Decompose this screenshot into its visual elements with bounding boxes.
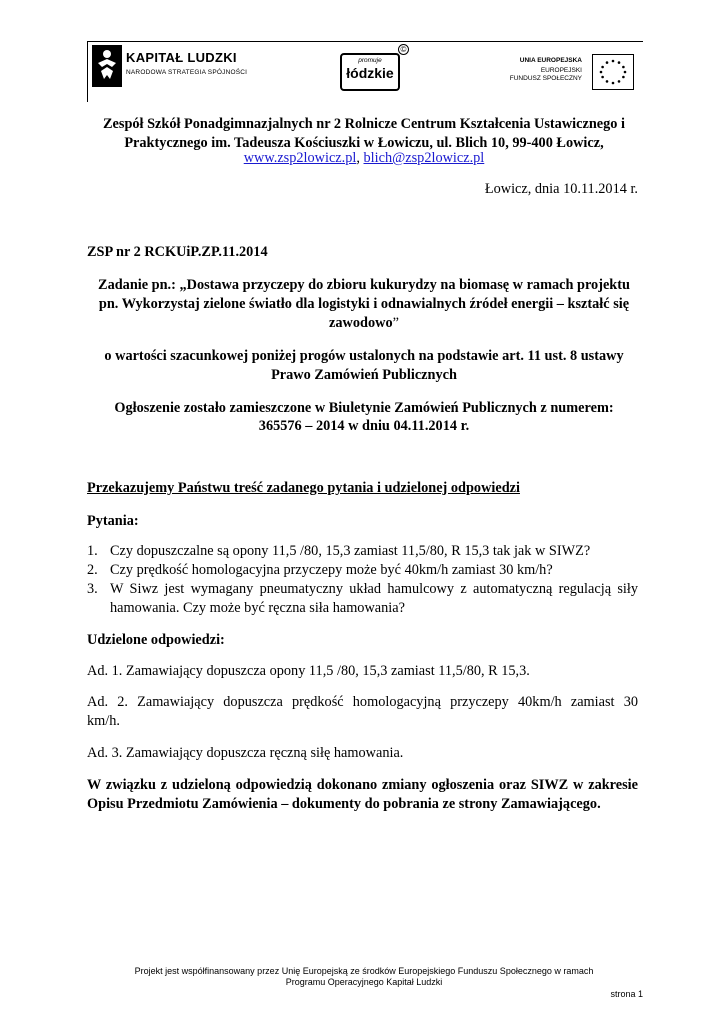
conclusion-line-1: W związku z udzieloną odpowiedzią dokonano zmiany ogłoszenia oraz SIWZ w zakresie bbox=[87, 777, 638, 793]
question-number: 1. bbox=[87, 543, 98, 559]
footer-line-2: Programu Operacyjnego Kapitał Ludzki bbox=[285, 977, 443, 987]
kapital-ludzki-title: KAPITAŁ LUDZKI bbox=[126, 50, 237, 65]
email-link[interactable]: blich@zsp2lowicz.pl bbox=[363, 150, 485, 166]
promuje-lodzkie-logo bbox=[340, 53, 400, 91]
task-closing-quote: ” bbox=[392, 315, 399, 331]
task-line-2: pn. Wykorzystaj zielone światło dla logistyki i odnawialnych źródeł energii – kształć się bbox=[98, 296, 630, 312]
question-text: Czy prędkość homologacyjna przyczepy może być 40km/h zamiast 30 km/h? bbox=[110, 562, 553, 578]
questions-title: Pytania: bbox=[87, 513, 139, 529]
task-line-3 bbox=[80, 314, 648, 333]
institution-line-2: Praktycznego im. Tadeusza Kościuszki w Łowiczu, ul. Blich 10, 99-400 Łowicz, bbox=[124, 135, 604, 151]
announcement-line-2: 365576 – 2014 w dniu 04.11.2014 r. bbox=[258, 418, 470, 434]
value-note-line-1: o wartości szacunkowej poniżej progów ustalonych na podstawie art. 11 ust. 8 ustawy bbox=[104, 348, 624, 364]
ue-line3: FUNDUSZ SPOŁECZNY bbox=[509, 75, 582, 82]
value-note-line-2: Prawo Zamówień Publicznych bbox=[271, 367, 457, 383]
announcement-line-1: Ogłoszenie zostało zamieszczone w Biuletynie Zamówień Publicznych z numerem: bbox=[114, 400, 614, 416]
answer-item: Ad. 1. Zamawiający dopuszcza opony 11,5 /80, 15,3 zamiast 11,5/80, R 15,3. bbox=[87, 663, 530, 679]
website-link[interactable]: www.zsp2lowicz.pl bbox=[243, 150, 357, 166]
ue-title: UNIA EUROPEJSKA bbox=[519, 57, 582, 64]
answers-title: Udzielone odpowiedzi: bbox=[87, 632, 225, 648]
question-text: W Siwz jest wymagany pneumatyczny układ hamulcowy z automatyczną regulacją siły bbox=[110, 581, 638, 597]
page-number: strona 1 bbox=[610, 989, 643, 999]
contact-links bbox=[80, 149, 648, 168]
task-line-1: Zadanie pn.: „Dostawa przyczepy do zbioru kukurydzy na biomasę w ramach projektu bbox=[98, 277, 630, 293]
question-text-continued: hamowania. Czy może być ręczna siła hamowania? bbox=[110, 600, 405, 616]
copyright-mark: © bbox=[398, 44, 409, 55]
answer-item: Ad. 3. Zamawiający dopuszcza ręczną siłę hamowania. bbox=[87, 745, 404, 761]
conclusion-line-2: Opisu Przedmiotu Zamówienia – dokumenty do pobrania ze strony Zamawiającego. bbox=[87, 796, 601, 812]
answer-item-continued: km/h. bbox=[87, 713, 120, 729]
eu-flag-icon bbox=[592, 54, 634, 90]
institution-line-1: Zespół Szkół Ponadgimnazjalnych nr 2 Rolnicze Centrum Kształcenia Ustawicznego i bbox=[103, 116, 625, 132]
footer-line-1: Projekt jest współfinansowany przez Unię Europejską ze środków Europejskiego Funduszu Społecznego w ramach bbox=[134, 966, 594, 976]
document-date: Łowicz, dnia 10.11.2014 r. bbox=[484, 181, 638, 197]
kapital-ludzki-logo-mark bbox=[92, 45, 122, 87]
link-separator: , bbox=[356, 150, 360, 166]
question-number: 3. bbox=[87, 581, 98, 597]
question-text: Czy dopuszczalne są opony 11,5 /80, 15,3 zamiast 11,5/80, R 15,3 tak jak w SIWZ? bbox=[110, 543, 591, 559]
task-line-3-text: zawodowo bbox=[329, 315, 393, 331]
question-number: 2. bbox=[87, 562, 98, 578]
intro-heading: Przekazujemy Państwu treść zadanego pytania i udzielonej odpowiedzi bbox=[87, 480, 520, 496]
answer-item: Ad. 2. Zamawiający dopuszcza prędkość homologacyjną przyczepy 40km/h zamiast 30 bbox=[87, 694, 638, 710]
promuje-text: promuje bbox=[358, 57, 382, 64]
lodzkie-text: łódzkie bbox=[346, 65, 394, 81]
ue-line2: EUROPEJSKI bbox=[540, 67, 582, 74]
kapital-ludzki-subtitle: NARODOWA STRATEGIA SPÓJNOŚCI bbox=[126, 69, 248, 76]
reference-number: ZSP nr 2 RCKUiP.ZP.11.2014 bbox=[87, 244, 268, 260]
